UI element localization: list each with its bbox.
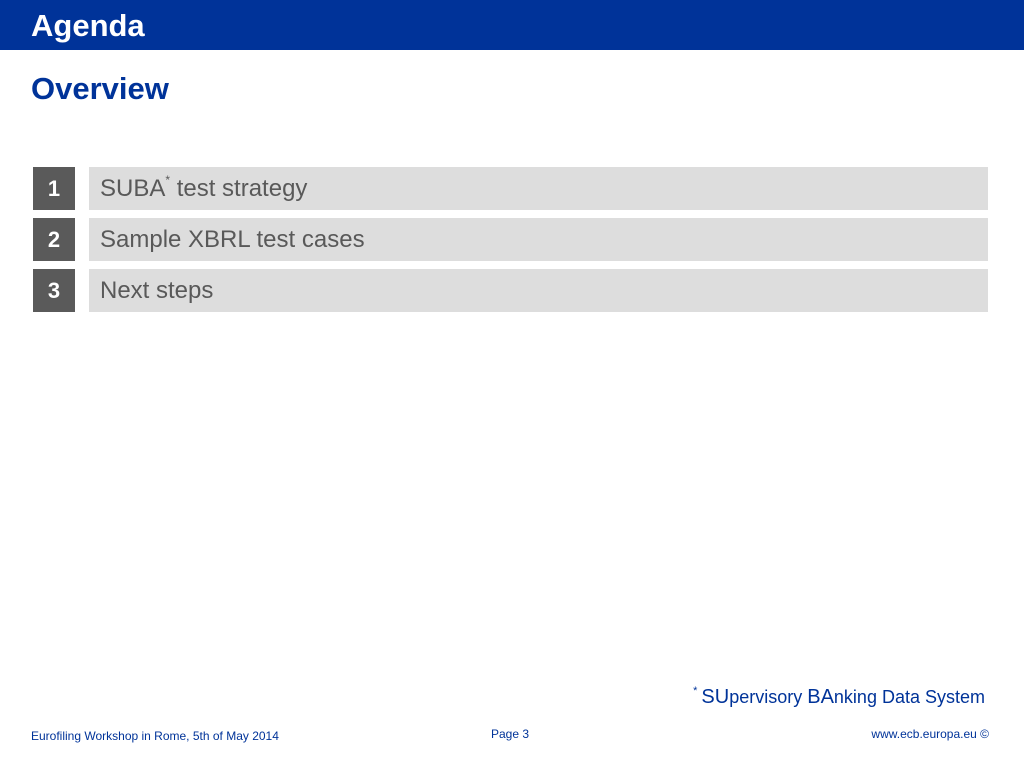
agenda-item	[33, 269, 988, 312]
footnote-text-1: pervisory	[729, 687, 808, 707]
agenda-list	[33, 167, 988, 320]
agenda-item-label: Sample XBRL test cases	[100, 226, 365, 253]
footer-website-link[interactable]: www.ecb.europa.eu ©	[871, 727, 989, 741]
page-title: Agenda	[31, 8, 145, 43]
agenda-item-box	[89, 167, 988, 210]
footer-event-text: Eurofiling Workshop in Rome, 5th of May 2014	[31, 729, 279, 743]
agenda-item-label: Next steps	[100, 277, 214, 304]
agenda-item	[33, 167, 988, 210]
agenda-item-box	[89, 218, 988, 261]
agenda-item-label	[100, 167, 307, 210]
agenda-item-number: 3	[33, 269, 75, 312]
agenda-item-number: 1	[33, 167, 75, 210]
footnote-text-2: nking Data System	[833, 687, 985, 707]
agenda-item-footnote-marker: *	[165, 173, 171, 187]
agenda-item-label-text: SUBA	[100, 175, 166, 202]
footnote	[693, 678, 985, 710]
agenda-item-label-rest: test strategy	[170, 175, 308, 202]
agenda-item-box	[89, 269, 988, 312]
footnote-marker: *	[693, 685, 698, 697]
footnote-caps-2: BA	[807, 686, 834, 708]
agenda-item	[33, 218, 988, 261]
header-bar	[0, 0, 1024, 50]
agenda-item-number: 2	[33, 218, 75, 261]
footnote-caps-1: SU	[701, 686, 730, 708]
footer-page-number: Page 3	[491, 727, 530, 741]
section-subtitle: Overview	[31, 71, 169, 106]
